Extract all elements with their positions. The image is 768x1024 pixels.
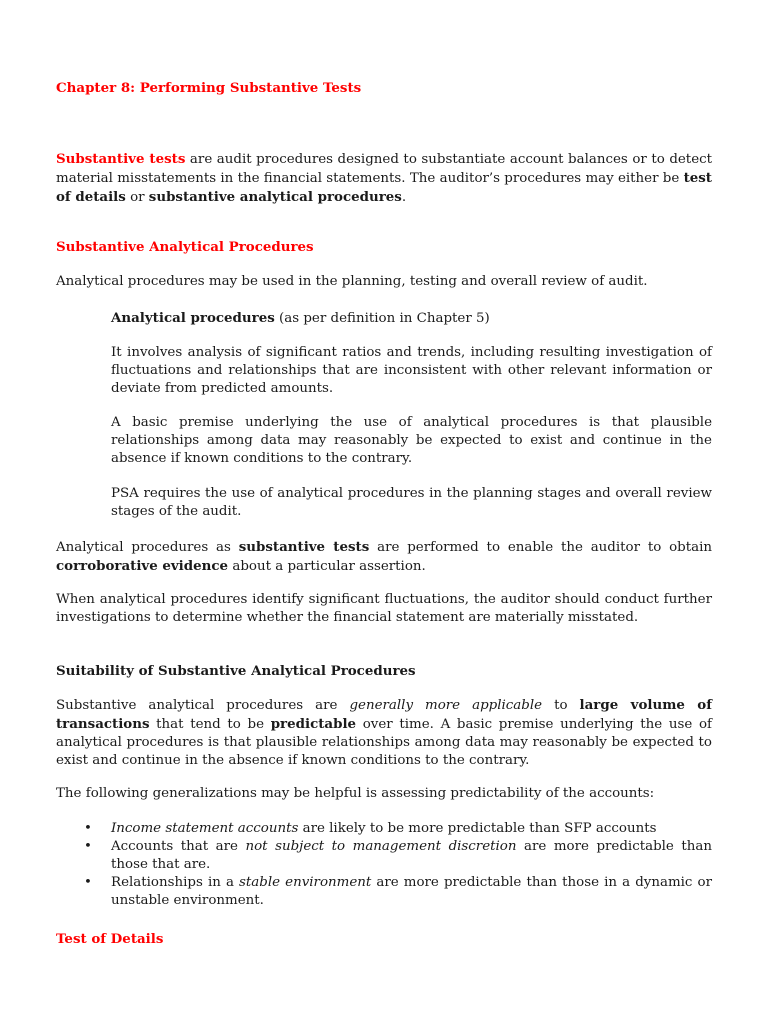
p5-bold-b: substantive tests bbox=[238, 539, 370, 555]
s2p1-text-e: that tend to be bbox=[149, 717, 271, 732]
s2p1-bold-d: large volume of transactions bbox=[56, 697, 712, 732]
s2p1-text-c: to bbox=[542, 698, 580, 713]
p5-bold-d: corroborative evidence bbox=[56, 558, 229, 574]
s2p1-bold-f: predictable bbox=[270, 716, 357, 732]
bullet-text-b: are more predictable than those in a dynamic or unstable environment. bbox=[111, 875, 712, 908]
chapter-title: Chapter 8: Performing Substantive Tests bbox=[56, 80, 362, 96]
bullet-text-b: are more predictable than those that are. bbox=[111, 839, 712, 872]
p5-text-a: Analytical procedures as bbox=[56, 540, 239, 555]
bullet-text-italic: stable environment bbox=[239, 875, 372, 890]
list-item bbox=[56, 820, 712, 838]
section1-paragraph-6: When analytical procedures identify significant fluctuations, the auditor should conduct further investigations to determine whether the financial statement are materially misstated. bbox=[56, 592, 712, 625]
section-heading-suitability: Suitability of Substantive Analytical Procedures bbox=[56, 663, 416, 679]
intro-text-2: or bbox=[125, 190, 149, 205]
section2-paragraph-1 bbox=[56, 696, 712, 770]
bullet-icon: • bbox=[84, 875, 92, 890]
bullet-text-italic: Income statement accounts bbox=[111, 821, 299, 836]
intro-bold-2: substantive analytical procedures bbox=[148, 189, 402, 205]
list-item bbox=[56, 874, 712, 910]
bullet-icon: • bbox=[84, 821, 92, 836]
section-heading-substantive-analytical: Substantive Analytical Procedures bbox=[56, 239, 314, 255]
section1-paragraph-2: It involves analysis of significant ratios and trends, including resulting investigation of fluctuations and relationships that are inconsistent with other relevant information or deviate from predicted amounts. bbox=[111, 345, 712, 396]
definition-term: Analytical procedures bbox=[111, 310, 275, 326]
p5-text-c: are performed to enable the auditor to obtain bbox=[369, 540, 712, 555]
section2-paragraph-2: The following generalizations may be helpful is assessing predictability of the accounts: bbox=[56, 786, 655, 801]
bullet-icon: • bbox=[84, 839, 92, 854]
intro-bold-1: test of details bbox=[56, 170, 712, 205]
predictability-list bbox=[56, 820, 712, 910]
p5-text-e: about a particular assertion. bbox=[228, 559, 426, 574]
s2p1-ital-b: generally more applicable bbox=[349, 698, 543, 713]
definition-line bbox=[111, 309, 712, 328]
bullet-text-a: Accounts that are bbox=[111, 839, 246, 854]
definition-text: (as per definition in Chapter 5) bbox=[274, 311, 490, 326]
intro-term: Substantive tests bbox=[56, 151, 186, 167]
section1-paragraph-3: A basic premise underlying the use of analytical procedures is that plausible relationships among data may reasonably be expected to exist and continue in the absence if known conditions to the contrary. bbox=[111, 415, 712, 466]
section-heading-test-of-details: Test of Details bbox=[56, 931, 164, 947]
document-page bbox=[56, 0, 712, 1024]
bullet-text-b: are likely to be more predictable than SFP accounts bbox=[298, 821, 657, 836]
intro-text-3: . bbox=[401, 190, 407, 205]
section1-paragraph-1: Analytical procedures may be used in the planning, testing and overall review of audit. bbox=[56, 274, 648, 289]
s2p1-text-g: over time. A basic premise underlying the use of analytical procedures is that plausible relationships among data may reasonably be expected to exist and continue in the absence if known conditions to the contrary. bbox=[56, 717, 713, 768]
list-item bbox=[56, 838, 712, 874]
bullet-text-italic: not subject to management discretion bbox=[245, 839, 517, 854]
intro-text-1: are audit procedures designed to substantiate account balances or to detect material misstatements in the financial statements. The auditor’s procedures may either be bbox=[56, 152, 712, 186]
section1-paragraph-5 bbox=[56, 538, 712, 576]
intro-paragraph bbox=[56, 150, 712, 207]
section1-paragraph-4: PSA requires the use of analytical procedures in the planning stages and overall review stages of the audit. bbox=[111, 486, 712, 519]
bullet-text-a: Relationships in a bbox=[111, 875, 240, 890]
s2p1-text-a: Substantive analytical procedures are bbox=[56, 698, 350, 713]
